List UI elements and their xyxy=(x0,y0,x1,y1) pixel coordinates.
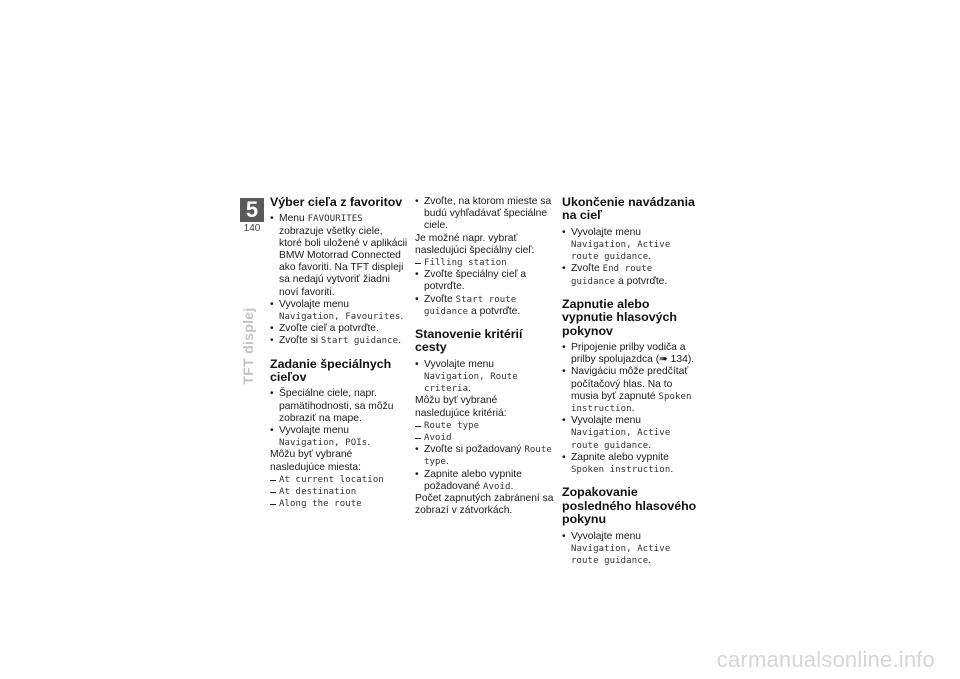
heading-voice-instructions: Zapnutie alebo vypnutie hlasových pokynov xyxy=(562,296,677,338)
list-item: • Vyvolajte menu Navigation, Favourites. xyxy=(270,299,408,323)
list-item: • Zapnite alebo vypnite Spoken instruction. xyxy=(562,452,700,476)
list-item: • Zvoľte cieľ a potvrďte. xyxy=(270,323,408,335)
special-destinations-list xyxy=(270,388,408,449)
list-item: • Vyvolajte menu Navigation, Route criteria. xyxy=(415,359,555,396)
paragraph: Počet zapnutých zabránení sa zobrazí v zátvorkách. xyxy=(415,493,554,517)
list-item: • Zvoľte si Start guidance. xyxy=(270,335,408,347)
paragraph: Môžu byť vybrané nasledujúce miesta: xyxy=(270,449,362,473)
menu-code: Start guidance xyxy=(320,336,399,347)
menu-code: Navigation, Route criteria xyxy=(424,372,518,395)
heading-repeat-instruction: Zopakovanie posledného hlasového pokynu xyxy=(562,485,697,527)
menu-code: End route guidance xyxy=(571,264,653,287)
paragraph: Je možné napr. vybrať nasledujúci špeciálny cieľ: xyxy=(415,232,535,256)
column-1 xyxy=(270,196,408,510)
heading-special-destinations: Zadanie špeciálnych cieľov xyxy=(270,356,392,385)
list-item: • Vyvolajte menu Navigation, Active route guidance. xyxy=(562,227,700,264)
poi-confirm-list xyxy=(415,269,555,318)
poi-steps-list xyxy=(415,196,555,233)
route-criteria-list xyxy=(415,359,555,396)
menu-code: Navigation, Favourites xyxy=(279,312,401,323)
list-item: • Navigáciu môže predčítať počítačový hlas. Na to musia byť zapnuté Spoken instruction. xyxy=(562,366,700,415)
list-item: • Vyvolajte menu Navigation, Active route guidance. xyxy=(562,531,700,568)
poi-examples-list xyxy=(415,257,555,269)
page-number: 140 xyxy=(243,223,261,234)
watermark-text: carmanualsonline.info xyxy=(716,647,935,672)
criteria-options-list xyxy=(415,420,555,444)
criteria-steps-list xyxy=(415,444,555,493)
heading-route-criteria: Stanovenie kritérií cesty xyxy=(415,327,523,355)
list-item: • Zvoľte špeciálny cieľ a potvrďte. xyxy=(415,269,555,293)
locations-list xyxy=(270,474,408,511)
list-item: • Vyvolajte menu Navigation, POIs. xyxy=(270,425,408,449)
end-guidance-list xyxy=(562,227,700,288)
menu-code: Navigation, Active route guidance xyxy=(571,240,671,263)
menu-code: Start route guidance xyxy=(424,294,517,317)
dash-item: Filling station xyxy=(415,257,555,269)
list-item: • Špeciálne ciele, napr. pamätihodnosti, sa môžu zobraziť na mape. xyxy=(270,388,408,425)
heading-end-guidance: Ukončenie navádzania na cieľ xyxy=(562,195,695,223)
dash-item: Along the route xyxy=(270,498,408,510)
chapter-side-title: TFT displej xyxy=(240,307,256,385)
list-item: • Vyvolajte menu Navigation, Active route guidance. xyxy=(562,415,700,452)
chapter-marker xyxy=(240,198,264,238)
menu-code: Navigation, Active route guidance xyxy=(571,543,671,566)
chapter-number: 5 xyxy=(240,198,264,222)
list-item: • Zvoľte, na ktorom mieste sa budú vyhľadávať špeciálne ciele. xyxy=(415,196,555,233)
list-item: • Zvoľte si požadovaný Route type. xyxy=(415,444,555,468)
repeat-instruction-list xyxy=(562,531,700,568)
column-3 xyxy=(562,196,700,567)
voice-instructions-list xyxy=(562,342,700,476)
favourites-list xyxy=(270,213,408,347)
list-item: • Menu FAVOURITES zobrazuje všetky ciele, ktoré boli uložené v aplikácii BMW Motorrad Connected ako favoriti. Na TFT displeji sa nedajú vytvoriť žiadni noví favoriti. xyxy=(270,213,408,298)
dash-item: At destination xyxy=(270,486,408,498)
menu-code: Navigation, POIs xyxy=(279,438,368,449)
menu-code: Route type xyxy=(424,445,552,468)
menu-code: FAVOURITES xyxy=(307,214,363,225)
list-item: • Zvoľte End route guidance a potvrďte. xyxy=(562,263,700,287)
list-item: • Pripojenie prilby vodiča a prilby spolujazdca (➠ 134). xyxy=(562,342,700,366)
page-ref-arrow-icon: ➠ xyxy=(659,354,668,366)
dash-item: Route type xyxy=(415,420,555,432)
dash-item: At current location xyxy=(270,474,408,486)
column-2 xyxy=(415,196,555,517)
paragraph: Môžu byť vybrané nasledujúce kritériá: xyxy=(415,395,507,419)
list-item: • Zapnite alebo vypnite požadované Avoid. xyxy=(415,469,555,493)
heading-favourites: Výber cieľa z favoritov xyxy=(270,195,403,209)
list-item: • Zvoľte Start route guidance a potvrďte. xyxy=(415,294,555,318)
dash-item: Avoid xyxy=(415,432,555,444)
menu-code: Navigation, Active route guidance xyxy=(571,428,671,451)
menu-code: Spoken instruction xyxy=(571,465,671,476)
menu-code: Spoken instruction xyxy=(571,391,692,415)
menu-code: Avoid xyxy=(482,481,511,492)
